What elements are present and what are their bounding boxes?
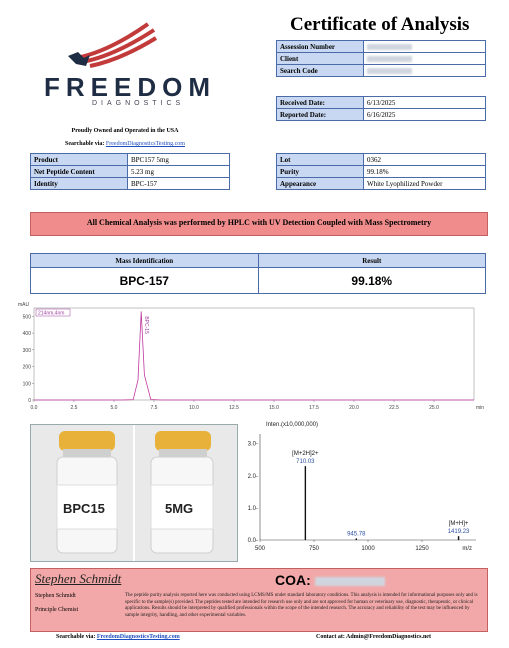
table-row	[277, 65, 486, 77]
table-row	[277, 154, 486, 166]
lot-table	[276, 153, 486, 190]
peak-label: BPC-15	[143, 316, 150, 334]
table-row	[277, 97, 486, 109]
x-tick-label: 5.0	[110, 405, 118, 411]
lot-value: 0362	[364, 154, 486, 166]
y-tick-label: 3.0-	[247, 441, 258, 448]
x-tick-label: 12.5	[229, 405, 239, 411]
net-peptide-value: 5.23 mg	[128, 166, 230, 178]
hplc-chromatogram	[16, 300, 494, 418]
ion-label: [M+2H]2+	[292, 451, 319, 458]
y-unit: mAU	[18, 302, 30, 308]
logo-stripes-icon	[68, 22, 158, 70]
mz-label: 945.78	[347, 531, 366, 538]
vial-left-label: BPC15	[63, 501, 105, 516]
y-tick-label: 400	[22, 331, 31, 338]
search-code-label: Search Code	[277, 65, 364, 77]
x-tick-label: 0.0	[30, 405, 38, 411]
y-tick-label: 200	[22, 364, 31, 371]
received-label: Received Date:	[277, 97, 364, 109]
purity-label: Purity	[277, 166, 364, 178]
logo-subtitle: DIAGNOSTICS	[92, 100, 185, 107]
y-tick-label: 500	[22, 314, 31, 321]
result-value: 99.18%	[258, 268, 486, 294]
lot-label: Lot	[277, 154, 364, 166]
product-label: Product	[31, 154, 128, 166]
x-unit: min	[476, 405, 485, 411]
purity-value: 99.18%	[364, 166, 486, 178]
owned-text: Proudly Owned and Operated in the USA	[71, 128, 179, 134]
appearance-value: White Lyophilized Powder	[364, 178, 486, 190]
x-tick-label: 22.5	[389, 405, 399, 411]
mass-header: Mass Identification	[31, 254, 259, 268]
table-row	[277, 53, 486, 65]
x-tick-label: 15.0	[269, 405, 279, 411]
y-tick-label: 300	[22, 347, 31, 354]
reported-value: 6/16/2025	[364, 109, 486, 121]
x-tick-label: 20.0	[349, 405, 359, 411]
page-title: Certificate of Analysis	[290, 14, 470, 35]
client-value	[364, 53, 486, 65]
signature: Stephen Schmidt	[35, 571, 122, 586]
x-tick-label: 750	[308, 546, 320, 552]
mz-label: 710.03	[296, 459, 315, 466]
x-tick-label: 1250	[415, 546, 429, 552]
x-tick-label: 1000	[361, 546, 375, 552]
x-tick-label: 7.5	[150, 405, 158, 411]
bottom-search-link[interactable]: FreedomDiagnosticsTesting.com	[96, 634, 180, 640]
searchable-link[interactable]: FreedomDiagnosticsTesting.com	[105, 141, 185, 147]
chromatogram-series	[34, 311, 474, 400]
x-tick-label: 25.0	[429, 405, 439, 411]
y-tick-label: 0.0-	[247, 538, 258, 544]
dates-table	[276, 96, 486, 121]
result-header: Result	[258, 254, 486, 268]
vial-right-label: 5MG	[165, 501, 194, 516]
legend-label: 214nm,4nm	[38, 310, 65, 317]
table-row	[31, 166, 230, 178]
bottom-search: Searchable via: FreedomDiagnosticsTesting.com	[56, 634, 180, 640]
appearance-label: Appearance	[277, 178, 364, 190]
x-unit: m/z	[462, 546, 472, 552]
received-value: 6/13/2025	[364, 97, 486, 109]
contact-email[interactable]: Admin@FreedomDiagnostics.net	[346, 634, 431, 640]
accession-label: Assession Number	[277, 41, 364, 53]
mass-value: BPC-157	[31, 268, 259, 294]
signature-box	[30, 568, 488, 632]
table-row	[277, 166, 486, 178]
table-row	[277, 109, 486, 121]
plot-frame	[34, 308, 474, 400]
x-tick-label: 17.5	[309, 405, 319, 411]
mass-spectrum	[240, 418, 490, 562]
analysis-banner: All Chemical Analysis was performed by HPLC with UV Detection Coupled with Mass Spectrometry	[30, 212, 488, 236]
searchable-line: Searchable via: FreedomDiagnosticsTesting.com	[65, 141, 185, 147]
table-row	[277, 178, 486, 190]
vials-icon	[31, 425, 237, 561]
identity-label: Identity	[31, 178, 128, 190]
chart-title: Inten.(x10,000,000)	[266, 422, 319, 428]
accession-value	[364, 41, 486, 53]
client-label: Client	[277, 53, 364, 65]
sample-info-table	[276, 40, 486, 77]
net-peptide-label: Net Peptide Content	[31, 166, 128, 178]
x-tick-label: 2.5	[70, 405, 78, 411]
product-value: BPC157 5mg	[128, 154, 230, 166]
y-tick-label: 2.0-	[247, 473, 258, 480]
x-tick-label: 500	[254, 546, 266, 552]
signer-title: Principle Chemist	[35, 607, 79, 613]
table-row	[31, 154, 230, 166]
y-tick-label: 0	[28, 398, 31, 404]
logo-wordmark: FREEDOM	[44, 72, 216, 102]
table-row	[277, 41, 486, 53]
vial-photo	[30, 424, 238, 562]
search-code-value	[364, 65, 486, 77]
identity-value: BPC-157	[128, 178, 230, 190]
ion-label: [M+H]+	[448, 521, 469, 528]
coa-label: COA:	[275, 572, 385, 588]
product-table	[30, 153, 230, 190]
y-tick-label: 100	[22, 381, 31, 388]
disclaimer: The peptide purity analysis reported here was conducted using LCMS/MS under standard laboratory conditions. This analysis is intended for informational purposes only and is specific to the sample(s) provided. The peptides tested are intended for research use only and are not approved for human or veterinary use, diagnostic, therapeutic, or clinical applications. Results should be interpreted by qualified professionals within the scope of the intended research. The accuracy and reliability of the test may be influenced by sample integrity, handling, and other experimental variables.	[125, 593, 478, 618]
mass-table	[30, 253, 486, 294]
x-tick-label: 10.0	[189, 405, 199, 411]
table-row	[31, 178, 230, 190]
y-tick-label: 1.0-	[247, 505, 258, 512]
contact: Contact at: Admin@FreedomDiagnostics.net	[316, 634, 431, 640]
mz-label: 1419.23	[447, 529, 470, 536]
signer-name: Stephen Schmidt	[35, 593, 76, 599]
reported-label: Reported Date:	[277, 109, 364, 121]
